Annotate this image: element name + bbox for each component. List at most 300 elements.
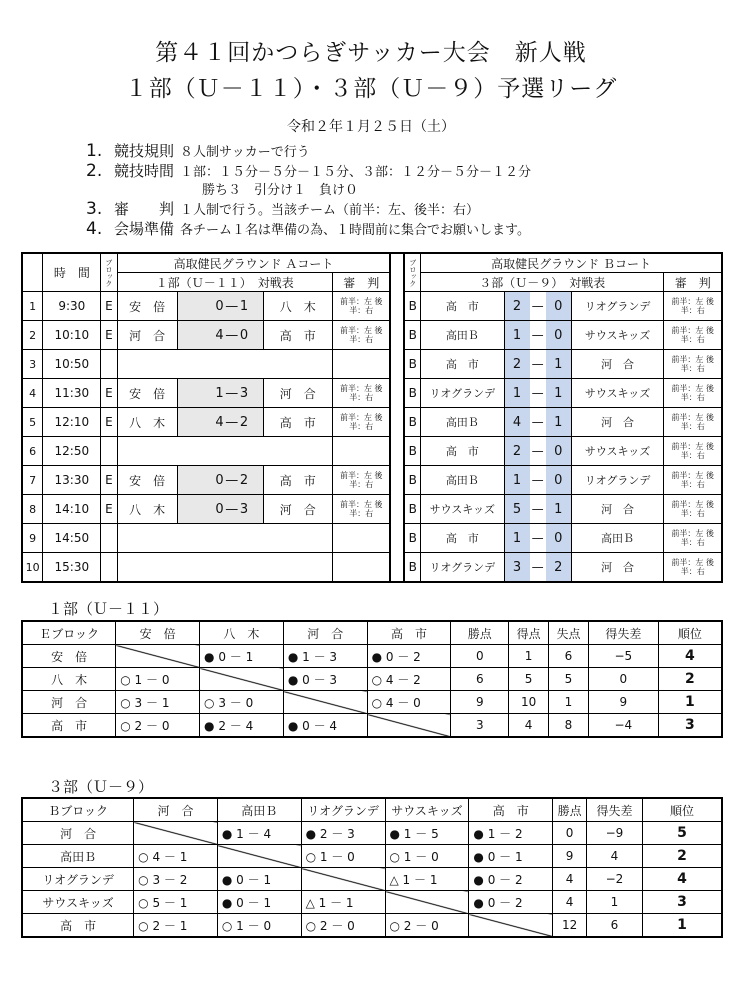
rule-item	[86, 142, 531, 162]
away-score: 2	[240, 408, 263, 437]
stat-value: 8	[549, 714, 589, 738]
rank: 4	[658, 645, 722, 668]
away-score: 0	[240, 321, 263, 350]
block-letter: B	[404, 379, 420, 408]
stat-value: 6	[549, 645, 589, 668]
home-score: 1	[504, 466, 529, 495]
home-team: 安 倍	[117, 466, 177, 495]
block-name: Ｂブロック	[22, 798, 134, 822]
rule-item	[86, 220, 531, 240]
match-number: 8	[22, 495, 43, 524]
header-block-b: ブロック	[404, 253, 420, 292]
rank: 2	[642, 845, 722, 868]
referee-note: 前半：左 後半：右	[333, 292, 391, 321]
league-row	[22, 645, 722, 668]
stat-header: 勝点	[553, 798, 587, 822]
score-dash: —	[530, 321, 546, 350]
header-time: 時 間	[43, 253, 101, 292]
team-name: 八 木	[22, 668, 116, 691]
match-number: 7	[22, 466, 43, 495]
away-team: 河 合	[571, 553, 664, 583]
home-score: 2	[504, 350, 529, 379]
match-result: ● 2 － 3	[301, 822, 385, 845]
rule-text: １部：１５分－５分－１５分、３部：１２分－５分－１２分	[180, 165, 532, 180]
match-time: 10:10	[43, 321, 101, 350]
team-column-header: 安 倍	[116, 621, 200, 645]
stat-value: 6	[451, 668, 509, 691]
block-letter: B	[404, 524, 420, 553]
team-name: 高 市	[22, 714, 116, 738]
home-score: 2	[504, 292, 529, 321]
home-score: 1	[177, 379, 223, 408]
home-team: 高 市	[421, 292, 504, 321]
referee-note: 前半：左 後半：右	[664, 292, 722, 321]
score-dash: —	[530, 408, 546, 437]
block-letter: B	[404, 350, 420, 379]
schedule-header-row	[22, 253, 722, 273]
empty-block	[101, 437, 117, 466]
rule-text: 各チーム１名は準備の為、１時間前に集合でお願いします。	[180, 223, 530, 238]
match-time: 12:50	[43, 437, 101, 466]
referee-header-a: 審 判	[333, 273, 391, 292]
score-dash: —	[224, 466, 240, 495]
league-row	[22, 668, 722, 691]
schedule-row	[22, 524, 722, 553]
match-number: 6	[22, 437, 43, 466]
stat-value: 4	[587, 845, 643, 868]
diagonal-cell	[367, 714, 451, 738]
score-dash: —	[224, 292, 240, 321]
team-column-header: リオグランデ	[301, 798, 385, 822]
court-b-subtitle: ３部（Ｕ－９） 対戦表	[421, 273, 664, 292]
court-a-subtitle: １部（Ｕ－１１） 対戦表	[117, 273, 333, 292]
away-score: 0	[546, 524, 571, 553]
event-date: 令和２年１月２５日（土）	[287, 119, 455, 135]
empty-block	[101, 350, 117, 379]
league3-table	[21, 797, 723, 938]
block-letter: E	[101, 408, 117, 437]
schedule-row	[22, 408, 722, 437]
match-time: 14:50	[43, 524, 101, 553]
block-letter: E	[101, 495, 117, 524]
league-row	[22, 691, 722, 714]
stat-value: 1	[509, 645, 549, 668]
home-team: サウスキッズ	[421, 495, 504, 524]
home-team: 八 木	[117, 495, 177, 524]
team-column-header: 河 合	[283, 621, 367, 645]
stat-value: −5	[588, 645, 658, 668]
league-header-row	[22, 798, 722, 822]
away-score: 3	[240, 379, 263, 408]
rule-heading: 会場準備	[114, 220, 175, 238]
diagonal-cell	[217, 845, 301, 868]
match-number: 3	[22, 350, 43, 379]
referee-note: 前半：左 後半：右	[333, 379, 391, 408]
stat-value: 4	[509, 714, 549, 738]
away-team: 八 木	[263, 292, 333, 321]
score-dash: —	[224, 321, 240, 350]
diagonal-cell	[200, 668, 284, 691]
match-result: ● 2 － 4	[200, 714, 284, 738]
away-team: 河 合	[571, 408, 664, 437]
empty-block	[101, 524, 117, 553]
away-score: 0	[546, 292, 571, 321]
header-block-a: ブロック	[101, 253, 117, 292]
away-score: 3	[240, 495, 263, 524]
team-column-header: サウスキッズ	[385, 798, 469, 822]
match-result: ○ 3 － 1	[116, 691, 200, 714]
empty-referee	[333, 524, 391, 553]
stat-value: 5	[509, 668, 549, 691]
team-column-header: 高田Ｂ	[217, 798, 301, 822]
away-score: 0	[546, 321, 571, 350]
home-score: 0	[177, 466, 223, 495]
rule-text: １人制で行う。当該チーム（前半：左、後半：右）	[180, 203, 480, 218]
match-result: ○ 2 － 1	[134, 914, 218, 938]
block-letter: B	[404, 495, 420, 524]
score-dash: —	[530, 379, 546, 408]
match-result: ○ 1 － 0	[301, 845, 385, 868]
team-column-header: 高 市	[469, 798, 553, 822]
schedule-row	[22, 321, 722, 350]
match-result: ○ 3 － 0	[200, 691, 284, 714]
match-result: ○ 3 － 2	[134, 868, 218, 891]
stat-value: 9	[451, 691, 509, 714]
stat-value: −9	[587, 822, 643, 845]
stat-value: 9	[588, 691, 658, 714]
match-result: △ 1 － 1	[301, 891, 385, 914]
match-number: 9	[22, 524, 43, 553]
score-dash: —	[530, 437, 546, 466]
stat-value: 4	[553, 891, 587, 914]
away-team: 高 市	[263, 321, 333, 350]
rule-item	[86, 200, 531, 220]
empty-block	[101, 553, 117, 583]
rule-heading: 競技規則	[114, 142, 175, 160]
home-score: 5	[504, 495, 529, 524]
match-time: 15:30	[43, 553, 101, 583]
match-result: ● 0 － 1	[217, 891, 301, 914]
home-score: 1	[504, 379, 529, 408]
match-number: 1	[22, 292, 43, 321]
empty-referee	[333, 350, 391, 379]
stat-value: 0	[553, 822, 587, 845]
diagonal-cell	[134, 822, 218, 845]
schedule-row	[22, 495, 722, 524]
home-score: 4	[177, 321, 223, 350]
match-result: ● 1 － 4	[217, 822, 301, 845]
block-letter: E	[101, 292, 117, 321]
empty-match	[117, 553, 333, 583]
rule-heading: 審 判	[114, 200, 175, 218]
rank: 5	[642, 822, 722, 845]
home-team: 高田Ｂ	[421, 466, 504, 495]
away-team: 高田Ｂ	[571, 524, 664, 553]
score-dash: —	[530, 524, 546, 553]
block-letter: B	[404, 408, 420, 437]
empty-referee	[333, 437, 391, 466]
league1-title: １部（Ｕ－１１）	[48, 600, 169, 618]
home-team: 河 合	[117, 321, 177, 350]
schedule-subheader-row	[22, 273, 722, 292]
home-score: 0	[177, 292, 223, 321]
league-row	[22, 714, 722, 738]
header-no	[22, 253, 43, 292]
league-row	[22, 868, 722, 891]
away-score: 1	[546, 495, 571, 524]
away-team: 河 合	[571, 495, 664, 524]
home-score: 4	[177, 408, 223, 437]
referee-note: 前半：左 後半：右	[664, 553, 722, 583]
referee-note: 前半：左 後半：右	[664, 524, 722, 553]
team-name: 安 倍	[22, 645, 116, 668]
block-letter: B	[404, 553, 420, 583]
match-time: 9:30	[43, 292, 101, 321]
away-score: 1	[546, 379, 571, 408]
team-name: 高田Ｂ	[22, 845, 134, 868]
rank: 2	[658, 668, 722, 691]
score-dash: —	[530, 466, 546, 495]
away-score: 0	[546, 466, 571, 495]
home-team: 八 木	[117, 408, 177, 437]
match-result: ○ 4 － 2	[367, 668, 451, 691]
match-time: 11:30	[43, 379, 101, 408]
team-column-header: 高 市	[367, 621, 451, 645]
match-result: ○ 2 － 0	[385, 914, 469, 938]
home-team: 安 倍	[117, 379, 177, 408]
stat-value: 9	[553, 845, 587, 868]
stat-header: 失点	[549, 621, 589, 645]
diagonal-cell	[469, 914, 553, 938]
match-result: ○ 4 － 0	[367, 691, 451, 714]
league3-title: ３部（Ｕ－９）	[48, 778, 154, 796]
schedule-row	[22, 350, 722, 379]
stat-header: 順位	[658, 621, 722, 645]
team-name: サウスキッズ	[22, 891, 134, 914]
stat-value: 3	[451, 714, 509, 738]
referee-note: 前半：左 後半：右	[664, 321, 722, 350]
match-result: ● 1 － 3	[283, 645, 367, 668]
match-result: ● 0 － 1	[469, 845, 553, 868]
rule-text: ８人制サッカーで行う	[180, 145, 310, 160]
match-result: ○ 1 － 0	[217, 914, 301, 938]
match-result: ● 0 － 4	[283, 714, 367, 738]
diagonal-cell	[385, 891, 469, 914]
block-letter: B	[404, 292, 420, 321]
home-score: 4	[504, 408, 529, 437]
match-result: ● 0 － 2	[367, 645, 451, 668]
block-letter: E	[101, 321, 117, 350]
rule-text: 勝ち３ 引分け１ 負け０	[202, 183, 359, 198]
rule-item	[86, 162, 531, 182]
match-time: 14:10	[43, 495, 101, 524]
match-result: ● 0 － 1	[200, 645, 284, 668]
away-team: 河 合	[263, 495, 333, 524]
score-dash: —	[224, 408, 240, 437]
match-result: ● 1 － 2	[469, 822, 553, 845]
referee-note: 前半：左 後半：右	[333, 495, 391, 524]
referee-header-b: 審 判	[664, 273, 722, 292]
away-score: 0	[546, 437, 571, 466]
team-name: 河 合	[22, 691, 116, 714]
stat-header: 順位	[642, 798, 722, 822]
score-dash: —	[530, 350, 546, 379]
score-dash: —	[224, 379, 240, 408]
home-score: 1	[504, 321, 529, 350]
rule-number: 3.	[86, 199, 103, 219]
match-result: ● 0 － 1	[217, 868, 301, 891]
referee-note: 前半：左 後半：右	[664, 495, 722, 524]
stat-value: 0	[451, 645, 509, 668]
referee-note: 前半：左 後半：右	[664, 408, 722, 437]
court-separator	[390, 253, 404, 582]
league1-table	[21, 620, 723, 738]
home-team: リオグランデ	[421, 379, 504, 408]
referee-note: 前半：左 後半：右	[664, 437, 722, 466]
title-line-2: １部（Ｕ－１１）・３部（Ｕ－９）予選リーグ	[124, 76, 618, 102]
match-result: ○ 1 － 0	[116, 668, 200, 691]
match-result: ○ 2 － 0	[301, 914, 385, 938]
match-result: ● 0 － 2	[469, 891, 553, 914]
stat-value: 5	[549, 668, 589, 691]
match-number: 2	[22, 321, 43, 350]
empty-referee	[333, 553, 391, 583]
schedule-row	[22, 292, 722, 321]
league-header-row	[22, 621, 722, 645]
match-result: ○ 1 － 0	[385, 845, 469, 868]
match-number: 4	[22, 379, 43, 408]
rule-item	[86, 182, 531, 200]
home-team: 高 市	[421, 524, 504, 553]
block-letter: E	[101, 466, 117, 495]
score-dash: —	[530, 553, 546, 583]
title-line-1: 第４１回かつらぎサッカー大会 新人戦	[155, 40, 587, 66]
home-team: 高 市	[421, 437, 504, 466]
home-team: リオグランデ	[421, 553, 504, 583]
score-dash: —	[224, 495, 240, 524]
score-dash: —	[530, 292, 546, 321]
schedule-row	[22, 379, 722, 408]
home-team: 高田Ｂ	[421, 408, 504, 437]
rules-list	[86, 142, 531, 240]
rank: 4	[642, 868, 722, 891]
block-letter: B	[404, 321, 420, 350]
stat-value: −2	[587, 868, 643, 891]
away-score: 1	[240, 292, 263, 321]
court-a-title: 高取健民グラウンド Ａコート	[117, 253, 390, 273]
referee-note: 前半：左 後半：右	[664, 379, 722, 408]
league-row	[22, 914, 722, 938]
rank: 1	[642, 914, 722, 938]
rule-number: 4.	[86, 219, 103, 239]
away-score: 2	[240, 466, 263, 495]
away-team: 高 市	[263, 408, 333, 437]
team-column-header: 河 合	[134, 798, 218, 822]
home-score: 3	[504, 553, 529, 583]
match-time: 10:50	[43, 350, 101, 379]
stat-value: −4	[588, 714, 658, 738]
referee-note: 前半：左 後半：右	[333, 408, 391, 437]
away-team: リオグランデ	[571, 466, 664, 495]
away-team: サウスキッズ	[571, 379, 664, 408]
stat-value: 12	[553, 914, 587, 938]
referee-note: 前半：左 後半：右	[333, 321, 391, 350]
block-name: Ｅブロック	[22, 621, 116, 645]
stat-value: 1	[587, 891, 643, 914]
block-letter: B	[404, 466, 420, 495]
home-score: 0	[177, 495, 223, 524]
away-score: 1	[546, 408, 571, 437]
stat-value: 10	[509, 691, 549, 714]
league-row	[22, 891, 722, 914]
stat-header: 得失差	[588, 621, 658, 645]
stat-header: 得点	[509, 621, 549, 645]
team-column-header: 八 木	[200, 621, 284, 645]
referee-note: 前半：左 後半：右	[333, 466, 391, 495]
rank: 1	[658, 691, 722, 714]
home-team: 安 倍	[117, 292, 177, 321]
stat-value: 4	[553, 868, 587, 891]
court-b-title: 高取健民グラウンド Ｂコート	[421, 253, 722, 273]
away-team: サウスキッズ	[571, 437, 664, 466]
away-team: 河 合	[571, 350, 664, 379]
match-number: 5	[22, 408, 43, 437]
home-score: 1	[504, 524, 529, 553]
away-team: 河 合	[263, 379, 333, 408]
match-result: ● 0 － 2	[469, 868, 553, 891]
stat-value: 1	[549, 691, 589, 714]
stat-value: 6	[587, 914, 643, 938]
empty-match	[117, 524, 333, 553]
block-letter: B	[404, 437, 420, 466]
match-number: 10	[22, 553, 43, 583]
away-team: 高 市	[263, 466, 333, 495]
schedule-row	[22, 553, 722, 583]
team-name: リオグランデ	[22, 868, 134, 891]
match-result: ● 1 － 5	[385, 822, 469, 845]
empty-match	[117, 350, 333, 379]
stat-value: 0	[588, 668, 658, 691]
away-score: 1	[546, 350, 571, 379]
rank: 3	[658, 714, 722, 738]
home-score: 2	[504, 437, 529, 466]
empty-match	[117, 437, 333, 466]
match-result: ○ 2 － 0	[116, 714, 200, 738]
match-time: 13:30	[43, 466, 101, 495]
home-team: 高田Ｂ	[421, 321, 504, 350]
schedule-table	[21, 252, 723, 583]
rank: 3	[642, 891, 722, 914]
away-score: 2	[546, 553, 571, 583]
rule-number: 2.	[86, 161, 103, 181]
match-time: 12:10	[43, 408, 101, 437]
score-dash: —	[530, 495, 546, 524]
diagonal-cell	[116, 645, 200, 668]
stat-header: 得失差	[587, 798, 643, 822]
diagonal-cell	[301, 868, 385, 891]
schedule-row	[22, 437, 722, 466]
home-team: 高 市	[421, 350, 504, 379]
block-letter: E	[101, 379, 117, 408]
referee-note: 前半：左 後半：右	[664, 466, 722, 495]
away-team: リオグランデ	[571, 292, 664, 321]
diagonal-cell	[283, 691, 367, 714]
match-result: ○ 4 － 1	[134, 845, 218, 868]
rule-heading: 競技時間	[114, 162, 175, 180]
league-row	[22, 822, 722, 845]
referee-note: 前半：左 後半：右	[664, 350, 722, 379]
match-result: △ 1 － 1	[385, 868, 469, 891]
